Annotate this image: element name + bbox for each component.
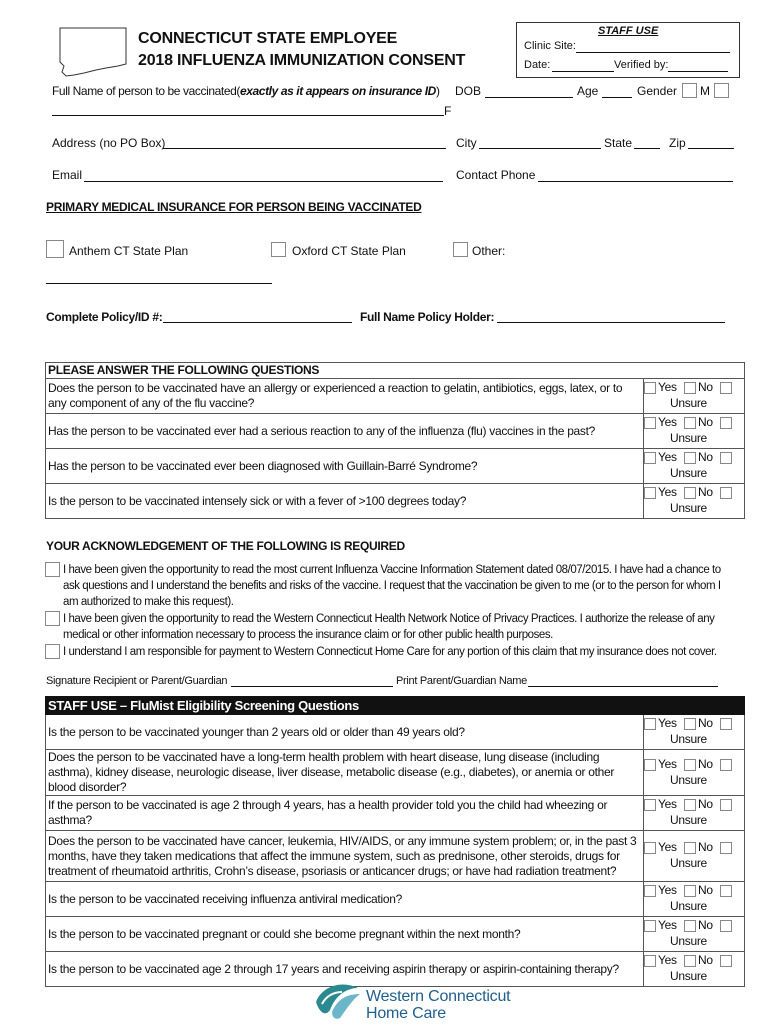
policy-holder-line[interactable] xyxy=(497,322,725,323)
flumist-question: Is the person to be vaccinated age 2 through 17 years and receiving aspirin therapy or aspirin-containing therapy? xyxy=(46,952,644,987)
yes-label: Yes xyxy=(658,840,677,854)
no-checkbox[interactable] xyxy=(684,885,696,897)
full-name-prefix: Full Name of person to be vaccinated( xyxy=(52,84,240,98)
table-row xyxy=(46,750,745,796)
logo-text-line1: Western Connecticut xyxy=(366,988,511,1005)
unsure-checkbox[interactable] xyxy=(720,799,732,811)
yes-label: Yes xyxy=(658,953,677,967)
table-row xyxy=(46,715,745,750)
flumist-question: Is the person to be vaccinated pregnant or could she become pregnant within the next month? xyxy=(46,917,644,952)
clinic-site-line[interactable] xyxy=(576,52,730,53)
gender-label: Gender xyxy=(637,84,678,98)
no-checkbox[interactable] xyxy=(684,799,696,811)
no-label: No xyxy=(698,918,713,932)
no-checkbox[interactable] xyxy=(684,718,696,730)
no-label: No xyxy=(698,380,713,394)
signature-label: Signature Recipient or Parent/Guardian xyxy=(46,675,228,687)
unsure-checkbox[interactable] xyxy=(720,759,732,771)
anthem-checkbox[interactable] xyxy=(46,240,64,258)
yes-checkbox[interactable] xyxy=(644,452,656,464)
flumist-question: Is the person to be vaccinated younger than 2 years old or older than 49 years old? xyxy=(46,715,644,750)
table-row xyxy=(46,831,745,882)
address-line[interactable] xyxy=(163,148,446,149)
table-row xyxy=(46,796,745,831)
flumist-question: If the person to be vaccinated is age 2 through 4 years, has a health provider told you the child had wheezing or asthma? xyxy=(46,796,644,831)
ack-text-3: I understand I am responsible for payment to Western Connecticut Home Care for any portion of this claim that my insurance does not cover. xyxy=(63,646,717,658)
questions-heading: PLEASE ANSWER THE FOLLOWING QUESTIONS xyxy=(46,363,745,379)
yes-checkbox[interactable] xyxy=(644,718,656,730)
city-label: City xyxy=(456,136,477,150)
zip-label: Zip xyxy=(669,136,686,150)
unsure-checkbox[interactable] xyxy=(720,452,732,464)
yes-checkbox[interactable] xyxy=(644,885,656,897)
gender-f-checkbox[interactable] xyxy=(682,83,697,98)
flumist-heading: STAFF USE – FluMist Eligibility Screening Questions xyxy=(46,697,745,715)
yes-checkbox[interactable] xyxy=(644,759,656,771)
contact-phone-label: Contact Phone xyxy=(456,168,536,182)
yes-checkbox[interactable] xyxy=(644,487,656,499)
table-row xyxy=(46,449,745,484)
no-label: No xyxy=(698,797,713,811)
no-label: No xyxy=(698,716,713,730)
print-name-label: Print Parent/Guardian Name xyxy=(396,675,527,687)
unsure-checkbox[interactable] xyxy=(720,842,732,854)
verified-by-label: Verified by: xyxy=(614,59,669,71)
yes-label: Yes xyxy=(658,450,677,464)
signature-line[interactable] xyxy=(231,686,393,687)
question-text: Has the person to be vaccinated ever had a serious reaction to any of the influenza (flu) vaccines in the past? xyxy=(46,414,644,449)
flumist-question: Does the person to be vaccinated have a long-term health problem with heart disease, lung disease (including asthma), kidney disease, neurologic disease, liver disease, metabolic disease (e.g., diabetes), or anemia or other blood disorder? xyxy=(46,750,644,796)
yes-checkbox[interactable] xyxy=(644,842,656,854)
contact-phone-line[interactable] xyxy=(538,181,733,182)
state-line[interactable] xyxy=(634,148,660,149)
yes-label: Yes xyxy=(658,716,677,730)
yes-label: Yes xyxy=(658,797,677,811)
state-label: State xyxy=(604,136,633,150)
gender-f-label: F xyxy=(444,104,452,118)
connecticut-outline-icon xyxy=(56,26,128,78)
logo-icon xyxy=(312,980,364,1020)
insurance-heading: PRIMARY MEDICAL INSURANCE FOR PERSON BEING VACCINATED xyxy=(46,200,422,214)
question-text: Has the person to be vaccinated ever been diagnosed with Guillain-Barré Syndrome? xyxy=(46,449,644,484)
yes-checkbox[interactable] xyxy=(644,920,656,932)
yes-checkbox[interactable] xyxy=(644,417,656,429)
no-checkbox[interactable] xyxy=(684,759,696,771)
no-checkbox[interactable] xyxy=(684,842,696,854)
policy-id-label: Complete Policy/ID #: xyxy=(46,310,163,324)
yes-label: Yes xyxy=(658,756,677,771)
acknowledgement-heading: YOUR ACKNOWLEDGEMENT OF THE FOLLOWING IS REQUIRED xyxy=(46,539,405,553)
date-line[interactable] xyxy=(552,71,614,72)
no-label: No xyxy=(698,953,713,967)
unsure-checkbox[interactable] xyxy=(720,920,732,932)
no-checkbox[interactable] xyxy=(684,452,696,464)
email-label: Email xyxy=(52,168,83,182)
unsure-label: Unsure xyxy=(670,431,707,445)
other-line[interactable] xyxy=(46,283,272,284)
unsure-label: Unsure xyxy=(670,732,707,746)
date-label: Date: xyxy=(524,59,551,71)
gender-m-checkbox[interactable] xyxy=(714,83,729,98)
no-label: No xyxy=(698,485,713,499)
full-name-suffix: ) xyxy=(435,84,440,98)
no-label: No xyxy=(698,415,713,429)
no-checkbox[interactable] xyxy=(684,955,696,967)
yes-label: Yes xyxy=(658,415,677,429)
unsure-checkbox[interactable] xyxy=(720,718,732,730)
unsure-label: Unsure xyxy=(670,934,707,948)
yes-label: Yes xyxy=(658,485,677,499)
zip-line[interactable] xyxy=(688,148,734,149)
full-name-label xyxy=(52,84,440,98)
no-checkbox[interactable] xyxy=(684,382,696,394)
unsure-label: Unsure xyxy=(670,899,707,913)
unsure-checkbox[interactable] xyxy=(720,955,732,967)
flumist-table xyxy=(45,696,745,987)
form-title-line2: 2018 INFLUENZA IMMUNIZATION CONSENT xyxy=(138,52,466,69)
full-name-emphasis: exactly as it appears on insurance ID xyxy=(239,84,436,98)
questions-table xyxy=(45,362,745,519)
full-name-line[interactable] xyxy=(52,115,444,116)
anthem-label: Anthem CT State Plan xyxy=(69,244,189,258)
policy-holder-label: Full Name Policy Holder: xyxy=(360,310,495,324)
yes-checkbox[interactable] xyxy=(644,955,656,967)
table-row xyxy=(46,484,745,519)
table-row xyxy=(46,882,745,917)
no-label: No xyxy=(698,883,713,897)
verified-by-line[interactable] xyxy=(668,71,728,72)
unsure-checkbox[interactable] xyxy=(720,382,732,394)
print-name-line[interactable] xyxy=(528,686,718,687)
clinic-site-label: Clinic Site: xyxy=(524,40,576,52)
unsure-label: Unsure xyxy=(670,813,707,827)
ack-text-1: I have been given the opportunity to read the most current Influenza Vaccine Information Statement dated 08/07/2015. I have had a chance to ask questions and I understand the benefits and risks of the vaccine. I request that the vaccination be given to me (or to the person for whom I am authorized to make this request). xyxy=(63,564,721,608)
other-label: Other: xyxy=(472,244,506,258)
yes-label: Yes xyxy=(658,883,677,897)
table-row xyxy=(46,952,745,987)
no-label: No xyxy=(698,840,713,854)
age-label: Age xyxy=(577,84,599,98)
yes-label: Yes xyxy=(658,918,677,932)
flumist-question: Does the person to be vaccinated have cancer, leukemia, HIV/AIDS, or any immune system problem; or, in the past 3 months, have they taken medications that affect the immune system, such as prednisone, other steroids, drugs for treatment of rheumatoid arthritis, Crohn’s disease, psoriasis or anticancer drugs; or have had radiation treatment? xyxy=(46,831,644,882)
dob-line[interactable] xyxy=(485,97,573,98)
table-row xyxy=(46,917,745,952)
logo-text-line2: Home Care xyxy=(366,1005,447,1022)
oxford-checkbox[interactable] xyxy=(271,242,286,257)
table-row xyxy=(46,379,745,414)
question-text: Is the person to be vaccinated intensely sick or with a fever of >100 degrees today? xyxy=(46,484,644,519)
ack-checkbox-1[interactable] xyxy=(45,562,60,577)
no-checkbox[interactable] xyxy=(684,417,696,429)
unsure-checkbox[interactable] xyxy=(720,487,732,499)
unsure-checkbox[interactable] xyxy=(720,885,732,897)
flumist-question: Is the person to be vaccinated receiving influenza antiviral medication? xyxy=(46,882,644,917)
yes-checkbox[interactable] xyxy=(644,382,656,394)
policy-id-line[interactable] xyxy=(163,322,352,323)
ack-checkbox-2[interactable] xyxy=(45,611,60,626)
unsure-label: Unsure xyxy=(670,501,707,515)
address-label: Address (no PO Box) xyxy=(52,136,166,150)
unsure-label: Unsure xyxy=(670,396,707,410)
form-title-line1: CONNECTICUT STATE EMPLOYEE xyxy=(138,30,398,47)
age-line[interactable] xyxy=(602,97,632,98)
no-checkbox[interactable] xyxy=(684,487,696,499)
ack-checkbox-3[interactable] xyxy=(45,644,60,659)
oxford-label: Oxford CT State Plan xyxy=(292,244,406,258)
unsure-label: Unsure xyxy=(670,969,707,983)
unsure-label: Unsure xyxy=(670,466,707,480)
unsure-checkbox[interactable] xyxy=(720,417,732,429)
other-checkbox[interactable] xyxy=(453,242,468,257)
dob-label: DOB xyxy=(455,84,482,98)
city-line[interactable] xyxy=(479,148,601,149)
no-label: No xyxy=(698,450,713,464)
yes-label: Yes xyxy=(658,380,677,394)
unsure-label: Unsure xyxy=(670,856,707,870)
gender-m-label: M xyxy=(700,84,710,98)
no-label: No xyxy=(698,756,713,771)
ack-text-2: I have been given the opportunity to read the Western Connecticut Health Network Notice of Privacy Practices. I authorize the release of any medical or other information necessary to process the insurance claim or for other public health purposes. xyxy=(63,613,715,641)
yes-checkbox[interactable] xyxy=(644,799,656,811)
email-line[interactable] xyxy=(84,181,443,182)
no-checkbox[interactable] xyxy=(684,920,696,932)
unsure-label: Unsure xyxy=(670,772,707,787)
table-row xyxy=(46,414,745,449)
question-text: Does the person to be vaccinated have an allergy or experienced a reaction to gelatin, antibiotics, eggs, latex, or to any component of any of the flu vaccine? xyxy=(46,379,644,414)
staff-use-heading: STAFF USE xyxy=(598,25,659,37)
